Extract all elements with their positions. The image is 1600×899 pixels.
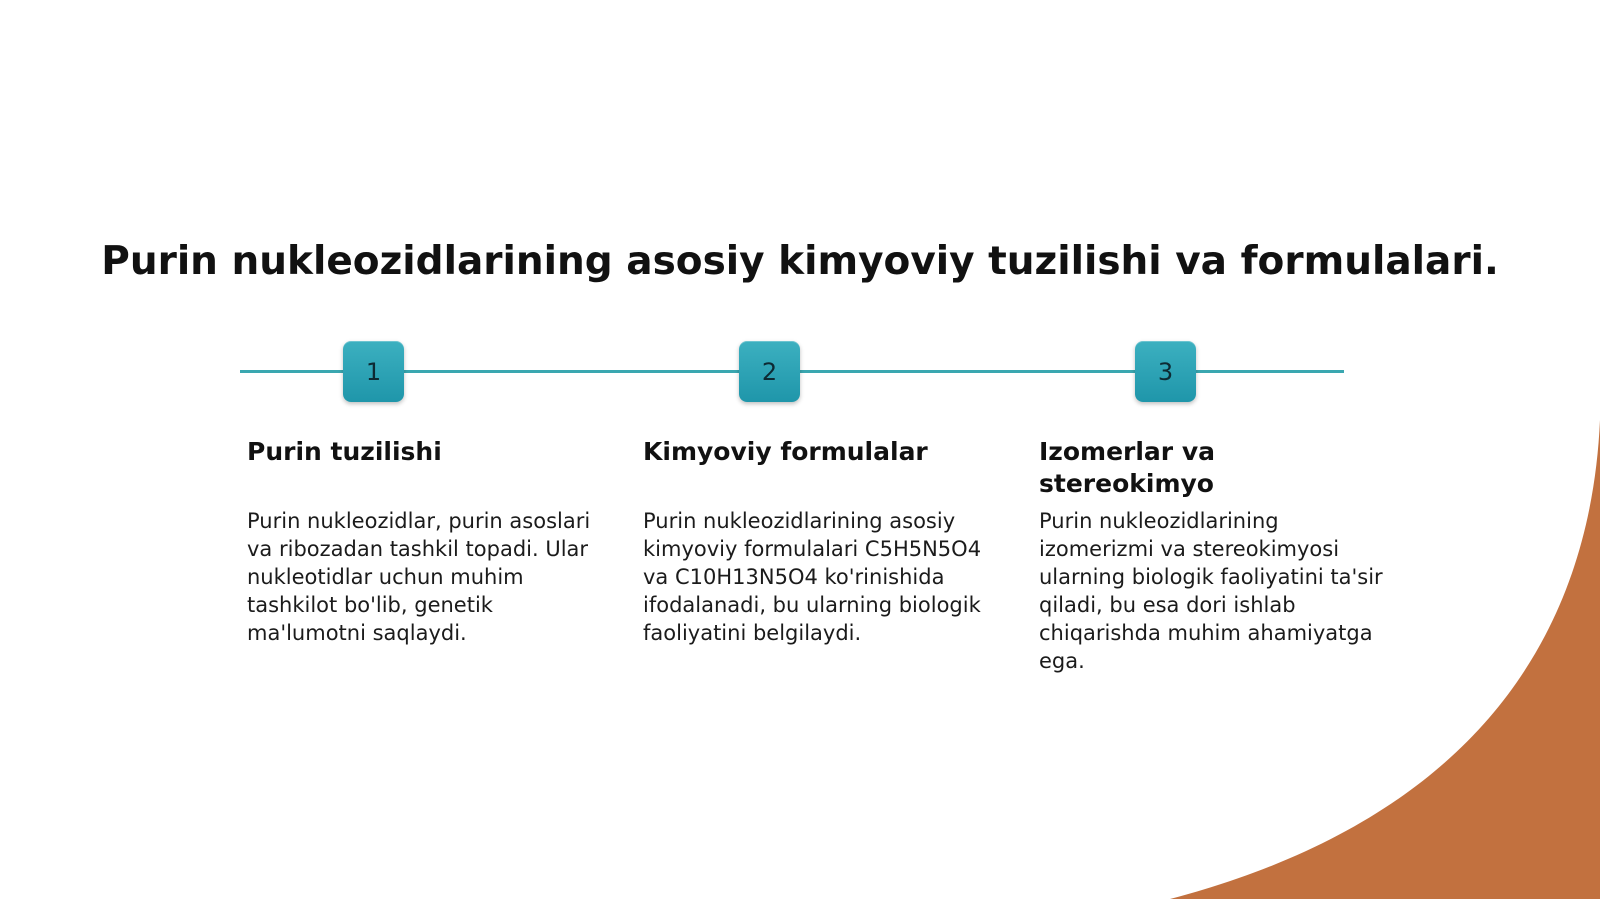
step-badge-1: 1 [343,341,404,402]
step-heading: Purin tuzilishi [247,437,442,466]
step-heading: Kimyoviy formulalar [643,437,928,466]
step-text: Purin nukleozidlar, purin asoslari va ribozadan tashkil topadi. Ular nukleotidlar uchun muhim tashkilot bo'lib, genetik ma'lumotni saqlaydi. [247,509,591,645]
step-heading: Izomerlar va stereokimyo [1039,437,1216,498]
step-text: Purin nukleozidlarining asosiy kimyoviy formulalari C5H5N5O4 va C10H13N5O4 ko'rinishida ifodalanadi, bu ularning biologik faoliyatini belgilaydi. [643,509,982,645]
step-badge-2: 2 [739,341,800,402]
step-column-3 [1039,436,1384,675]
step-column-2 [643,436,988,647]
slide-title: Purin nukleozidlarining asosiy kimyoviy tuzilishi va formulalari. [101,239,1499,284]
step-badge-3: 3 [1135,341,1196,402]
step-text: Purin nukleozidlarining izomerizmi va stereokimyosi ularning biologik faoliyatini ta'sir qiladi, bu esa dori ishlab chiqarishda muhim ahamiyatga ega. [1039,509,1383,673]
step-column-1 [247,436,592,647]
